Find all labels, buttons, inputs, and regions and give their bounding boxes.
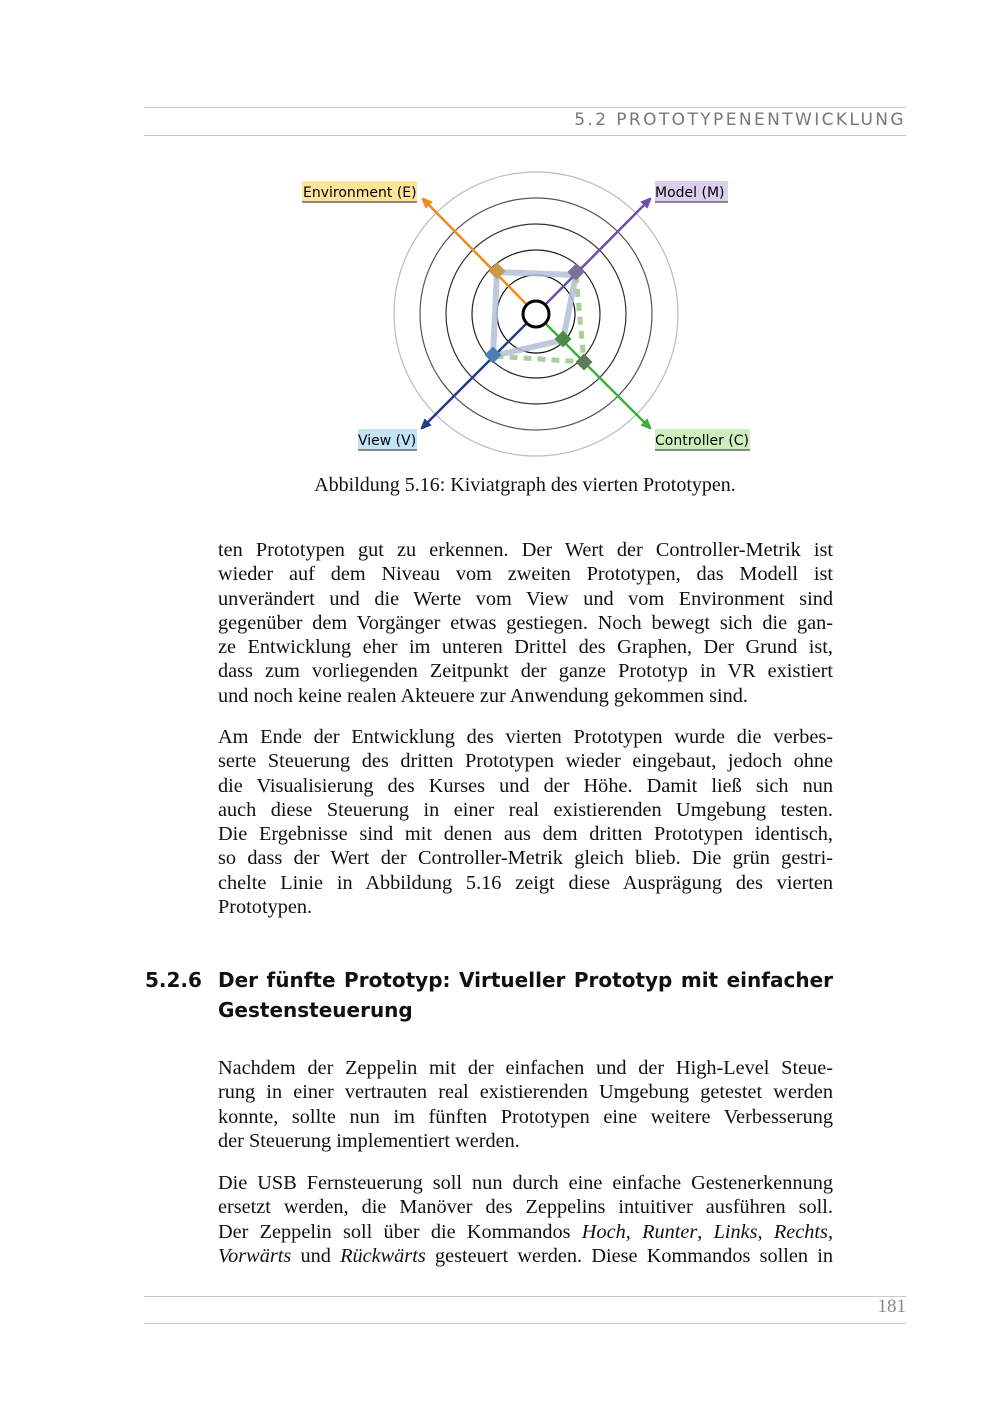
text-line: ten Prototypen gut zu erkennen. Der Wert der Controller-Metrik ist bbox=[218, 539, 833, 561]
footer-rule-bottom bbox=[144, 1323, 906, 1324]
header-rule-top bbox=[144, 107, 906, 108]
label-view: View (V) bbox=[358, 433, 417, 449]
paragraph-1 bbox=[218, 538, 833, 708]
text-line bbox=[218, 1244, 833, 1268]
text-line: dass zum vorliegenden Zeitpunkt der ganze Prototyp in VR existiert bbox=[218, 660, 833, 683]
text-line: ersetzt werden, die Manöver des Zeppelins intuitiver ausführen soll. bbox=[218, 1196, 833, 1219]
marker-environment bbox=[489, 263, 506, 280]
label-model: Model (M) bbox=[655, 185, 725, 201]
axis-controller bbox=[536, 314, 648, 426]
text-line: Nachdem der Zeppelin mit der einfachen und der High-Level Steue- bbox=[218, 1057, 833, 1079]
label-environment: Environment (E) bbox=[303, 185, 417, 201]
kiviat-graph bbox=[290, 160, 770, 460]
section-title-line-1: Der fünfte Prototyp: Virtueller Prototyp mit einfacher bbox=[218, 968, 833, 992]
page-number: 181 bbox=[877, 1296, 906, 1317]
paragraph-3 bbox=[218, 1056, 833, 1153]
paragraph-4 bbox=[218, 1171, 833, 1268]
text: gesteuert werden. Diese Kommandos sollen in bbox=[425, 1244, 833, 1267]
text: und bbox=[291, 1244, 341, 1267]
text: , bbox=[625, 1220, 643, 1243]
running-header: 5.2 PROTOTYPENENTWICKLUNG bbox=[574, 110, 906, 130]
text-line: Prototypen. bbox=[218, 896, 313, 919]
axis-view bbox=[424, 314, 536, 426]
text-line: der Steuerung implementiert werden. bbox=[218, 1129, 520, 1152]
text-line: und noch keine realen Akteuere zur Anwendung gekommen sind. bbox=[218, 684, 748, 707]
text: Der Zeppelin soll über die Kommandos bbox=[218, 1220, 582, 1243]
figure-caption: Abbildung 5.16: Kiviatgraph des vierten Prototypen. bbox=[314, 474, 736, 496]
footer-rule-top bbox=[144, 1296, 906, 1297]
command-rechts: Rechts bbox=[773, 1220, 828, 1243]
command-links: Links bbox=[713, 1220, 758, 1243]
text-line: Am Ende der Entwicklung des vierten Prototypen wurde die verbes- bbox=[218, 726, 833, 748]
text-line: ze Entwicklung eher im unteren Drittel des Graphen, Der Grund ist, bbox=[218, 636, 833, 659]
marker-view bbox=[485, 347, 502, 364]
section-number: 5.2.6 bbox=[145, 968, 202, 992]
text-line: wieder auf dem Niveau vom zweiten Prototypen, das Modell ist bbox=[218, 563, 833, 586]
text-line: gegenüber dem Vorgänger etwas gestiegen. Noch bewegt sich die gan- bbox=[218, 611, 833, 634]
center-circle bbox=[523, 301, 549, 327]
text-line: konnte, sollte nun im fünften Prototypen eine weitere Verbesserung bbox=[218, 1105, 833, 1128]
text-line: unverändert und die Werte vom View und vom Environment sind bbox=[218, 587, 833, 610]
text: , bbox=[697, 1220, 714, 1243]
paragraph-2 bbox=[218, 725, 833, 919]
label-controller: Controller (C) bbox=[655, 433, 750, 449]
text-line: rung in einer vertrauten real existierenden Umgebung getestet werden bbox=[218, 1081, 833, 1104]
text-line: serte Steuerung des dritten Prototypen wieder eingebaut, jedoch ohne bbox=[218, 750, 833, 773]
marker-controller bbox=[555, 331, 572, 348]
text-line: chelte Linie in Abbildung 5.16 zeigt diese Ausprägung des vierten bbox=[218, 871, 833, 894]
text-line: Der Zeppelin soll über die Kommandos Hoch, Runter, Links, Rechts, bbox=[218, 1220, 834, 1243]
axis-model bbox=[536, 201, 648, 314]
section-title-line-2: Gestensteuerung bbox=[218, 998, 413, 1022]
text-line: auch diese Steuerung in einer real existierenden Umgebung testen. bbox=[218, 798, 833, 821]
command-rueckwaerts: Rückwärts bbox=[340, 1244, 426, 1267]
command-vorwaerts: Vorwärts bbox=[218, 1244, 292, 1267]
text-line: die Visualisierung des Kurses und der Höhe. Damit ließ sich nun bbox=[218, 774, 833, 797]
text-line: so dass der Wert der Controller-Metrik gleich blieb. Die grün gestri- bbox=[218, 847, 833, 870]
text-line: Die Ergebnisse sind mit denen aus dem dritten Prototypen identisch, bbox=[218, 823, 833, 846]
command-runter: Runter bbox=[642, 1220, 698, 1243]
text-line: Die USB Fernsteuerung soll nun durch eine einfache Gestenerkennung bbox=[218, 1172, 833, 1194]
command-hoch: Hoch bbox=[581, 1220, 626, 1243]
text: , bbox=[757, 1220, 774, 1243]
header-rule-bottom bbox=[144, 135, 906, 136]
axis-environment bbox=[425, 201, 536, 314]
